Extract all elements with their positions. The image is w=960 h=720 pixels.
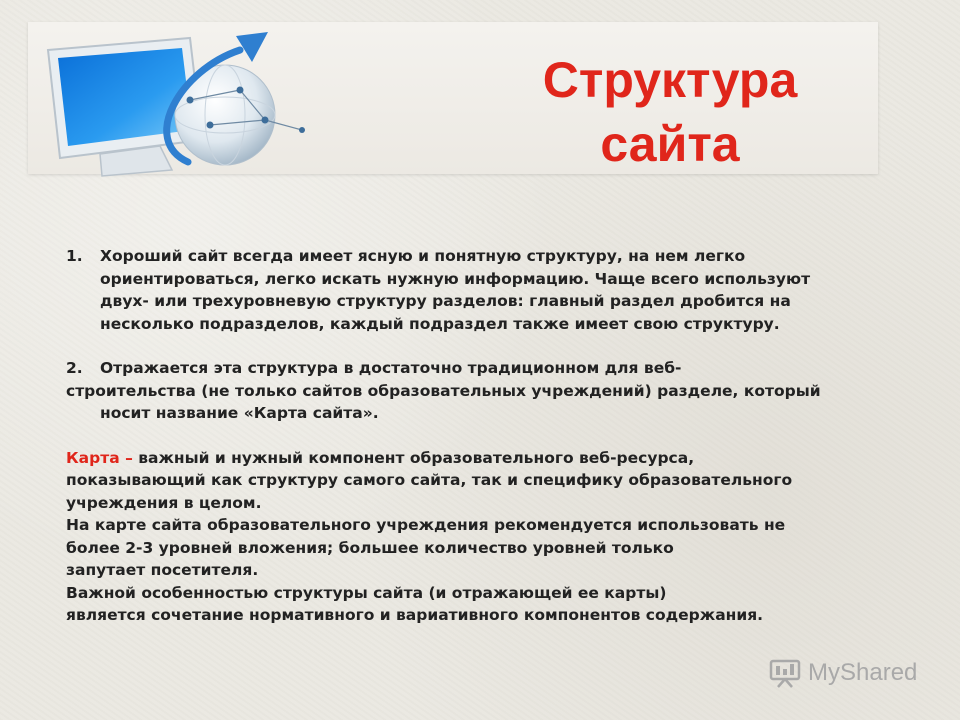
list-number: 1. — [66, 247, 83, 265]
slide-content — [66, 245, 886, 627]
list-item-1 — [66, 245, 886, 335]
paragraph-line: строительства (не только сайтов образовательных учреждений) разделе, который — [66, 381, 821, 400]
paragraph-line: Важной особенностью структуры сайта (и отражающей ее карты) — [66, 583, 667, 602]
paragraph-line: учреждения в целом. — [66, 493, 262, 512]
paragraph-line: Хороший сайт всегда имеет ясную и понятную структуру, на нем легко — [100, 247, 746, 265]
list-text — [100, 245, 886, 335]
presentation-board-icon — [768, 658, 802, 688]
definition-term: Карта – — [66, 448, 133, 467]
myshared-watermark — [768, 656, 917, 690]
paragraph-line: показывающий как структуру самого сайта, так и специфику образовательного — [66, 471, 793, 489]
watermark-text: MyShared — [808, 659, 918, 686]
paragraph-line: запутает посетителя. — [66, 561, 259, 579]
list-item-2 — [66, 357, 886, 425]
paragraph-line: несколько подразделов, каждый подраздел также имеет свою структуру. — [100, 314, 780, 333]
paragraph-line: является сочетание нормативного и вариативного компонентов содержания. — [66, 606, 764, 624]
spacer — [66, 335, 886, 357]
definition-text: важный и нужный компонент образовательного веб-ресурса, — [132, 448, 695, 467]
paragraph-line: более 2-3 уровней вложения; большее количество уровней только — [66, 538, 674, 557]
slide-title — [430, 48, 910, 176]
spacer — [66, 425, 886, 447]
paragraph-line: Отражается эта структура в достаточно традиционном для веб- — [100, 359, 682, 377]
monitor-globe-illustration — [40, 30, 310, 180]
paragraph-line: двух- или трехуровневую структуру разделов: главный раздел дробится на — [100, 292, 791, 310]
list-number: 2. — [66, 359, 83, 377]
paragraph-line: носит название «Карта сайта». — [100, 404, 379, 422]
definition-paragraph — [66, 447, 886, 627]
paragraph-line: ориентироваться, легко искать нужную информацию. Чаще всего используют — [100, 269, 811, 288]
list-item-2-first-line — [66, 357, 886, 380]
title-line-2: сайта — [600, 116, 740, 172]
title-line-1: Структура — [542, 52, 798, 108]
paragraph-line: На карте сайта образовательного учреждения рекомендуется использовать не — [66, 516, 786, 534]
paragraph-line — [66, 447, 886, 470]
